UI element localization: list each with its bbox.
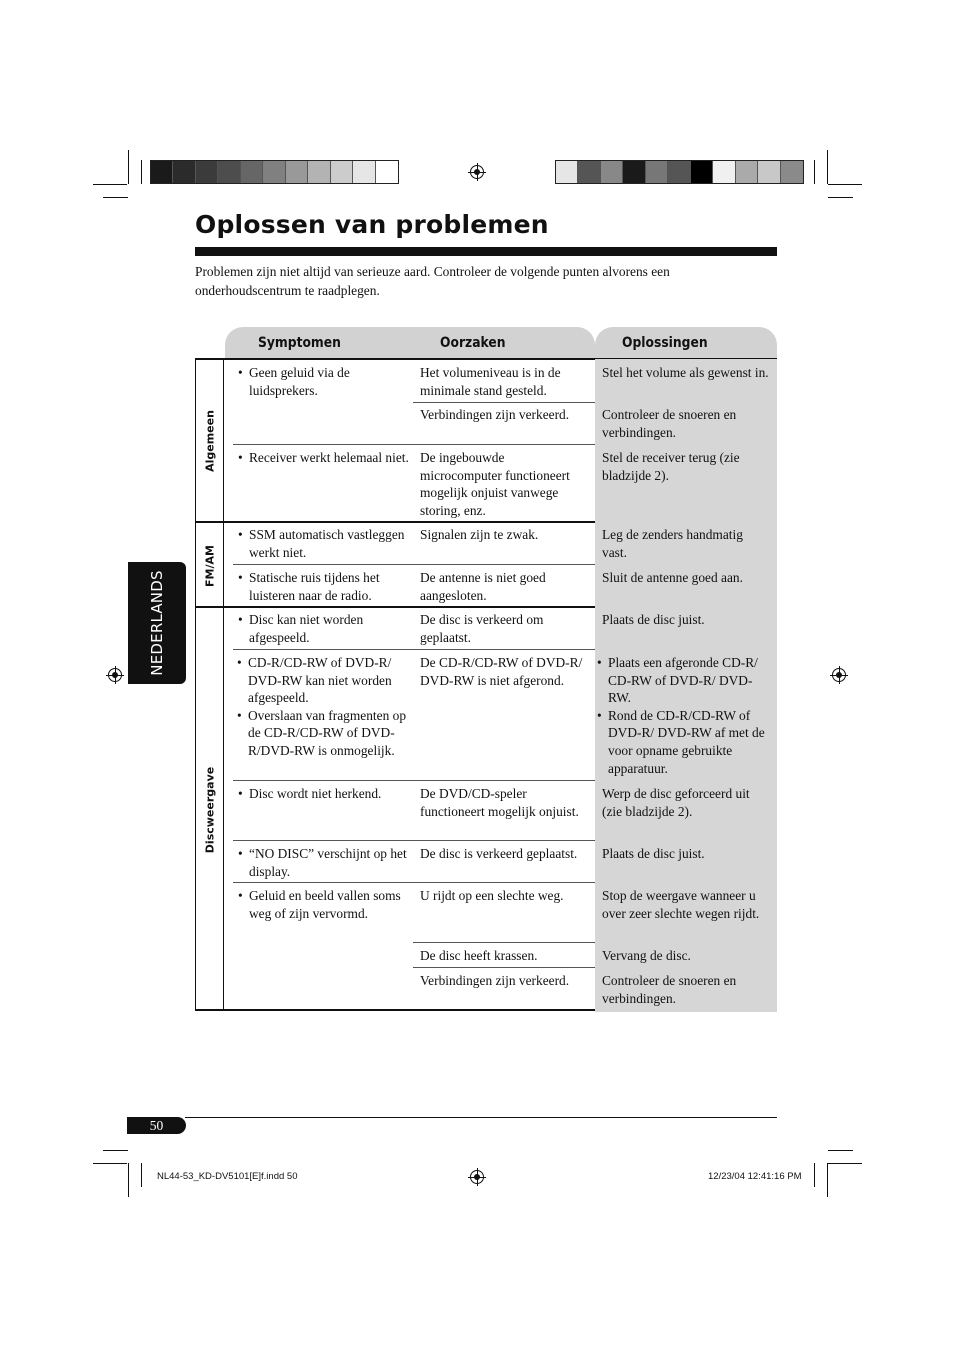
cause-text: Verbindingen zijn verkeerd. xyxy=(420,973,570,988)
color-swatch xyxy=(646,161,668,183)
cause-text: Signalen zijn te zwak. xyxy=(420,527,539,542)
page-title: Oplossen van problemen xyxy=(195,210,549,239)
solution-text: Rond de CD-R/CD-RW of DVD-R/ DVD-RW af met de voor opname gebruikte apparatuur. xyxy=(608,707,765,776)
cause-text: De antenne is niet goed aangesloten. xyxy=(420,570,546,603)
cause-text: U rijdt op een slechte weg. xyxy=(420,888,564,903)
footer-rule xyxy=(185,1117,777,1118)
registration-mark-icon xyxy=(470,1170,484,1184)
solution-text: Plaats de disc juist. xyxy=(595,840,777,868)
header-causes: Oorzaken xyxy=(413,327,595,359)
color-bar-left xyxy=(150,160,399,184)
solution-text: Leg de zenders handmatig vast. xyxy=(595,521,777,566)
solution-text: Vervang de disc. xyxy=(595,942,777,970)
crop-mark xyxy=(103,1150,128,1151)
symptom-text: Geluid en beeld vallen soms weg of zijn vervormd. xyxy=(249,888,401,921)
color-swatch xyxy=(713,161,735,183)
group-label: Discweergave xyxy=(203,766,216,853)
crop-mark xyxy=(827,150,828,184)
language-label: NEDERLANDS xyxy=(148,570,166,676)
crop-mark xyxy=(128,150,129,184)
table-row: • Statische ruis tijdens het luisteren naar de radio. xyxy=(233,569,413,604)
slug-file: NL44-53_KD-DV5101[E]f.indd 50 xyxy=(157,1171,298,1182)
cause-text: De CD-R/CD-RW of DVD-R/ DVD-RW is niet afgerond. xyxy=(420,655,583,688)
cause-text: De DVD/CD-speler functioneert mogelijk onjuist. xyxy=(420,786,579,819)
solution-text: Plaats een afgeronde CD-R/ CD-RW of DVD-R/ DVD-RW. xyxy=(608,655,758,706)
color-swatch xyxy=(781,161,803,183)
crop-mark xyxy=(828,1150,853,1151)
crop-mark xyxy=(827,1163,828,1197)
color-swatch xyxy=(578,161,600,183)
symptom-text: Receiver werkt helemaal niet. xyxy=(249,450,409,465)
color-swatch xyxy=(151,161,173,183)
header-solutions: Oplossingen xyxy=(595,327,777,359)
color-bar-right xyxy=(555,160,804,184)
color-swatch xyxy=(241,161,263,183)
color-swatch xyxy=(736,161,758,183)
table-row: • Disc kan niet worden afgespeeld. xyxy=(233,611,413,646)
color-swatch xyxy=(263,161,285,183)
cause-text: De disc heeft krassen. xyxy=(420,948,538,963)
color-swatch xyxy=(691,161,713,183)
symptom-text: Disc kan niet worden afgespeeld. xyxy=(249,612,364,645)
solution-text: Stel het volume als gewenst in. xyxy=(595,359,777,387)
group-label: FM/AM xyxy=(203,544,216,587)
solution-text: Plaats de disc juist. xyxy=(595,606,777,634)
table-row: • Receiver werkt helemaal niet. xyxy=(238,450,409,465)
table-row: • Geluid en beeld vallen soms weg of zijn vervormd. xyxy=(233,887,413,922)
solution-text: Controleer de snoeren en verbindingen. xyxy=(595,401,777,446)
color-swatch xyxy=(196,161,218,183)
header-symptoms: Symptomen xyxy=(225,327,413,359)
intro-text: Problemen zijn niet altijd van serieuze aard. Controleer de volgende punten alvorens een onderhoudscentrum te raadplegen. xyxy=(195,264,670,298)
color-swatch xyxy=(218,161,240,183)
solution-text: Stel de receiver terug (zie bladzijde 2). xyxy=(595,444,777,489)
cause-text: De disc is verkeerd geplaatst. xyxy=(420,846,578,861)
crop-mark xyxy=(828,184,862,185)
crop-mark xyxy=(93,1163,127,1164)
group-label: Algemeen xyxy=(203,410,216,472)
color-swatch xyxy=(376,161,398,183)
color-swatch xyxy=(623,161,645,183)
symptom-text: SSM automatisch vastleggen werkt niet. xyxy=(249,527,405,560)
symptom-text: Geen geluid via de luidsprekers. xyxy=(249,365,350,398)
solution-text: Sluit de antenne goed aan. xyxy=(595,564,777,592)
registration-mark-icon xyxy=(108,668,122,682)
color-swatch xyxy=(758,161,780,183)
table-row: • Disc wordt niet herkend. xyxy=(238,786,382,801)
cause-text: Verbindingen zijn verkeerd. xyxy=(420,407,570,422)
language-tab xyxy=(128,562,186,684)
table-row: • SSM automatisch vastleggen werkt niet. xyxy=(233,526,413,561)
page-number: 50 xyxy=(127,1117,186,1134)
crop-mark xyxy=(103,197,128,198)
crop-mark xyxy=(814,160,815,184)
registration-mark-icon xyxy=(832,668,846,682)
color-swatch xyxy=(308,161,330,183)
cause-text: Het volumeniveau is in de minimale stand gesteld. xyxy=(420,365,561,398)
crop-mark xyxy=(93,184,127,185)
crop-mark xyxy=(828,1163,862,1164)
color-swatch xyxy=(331,161,353,183)
table-row: • “NO DISC” verschijnt op het display. xyxy=(233,845,413,880)
symptom-text: “NO DISC” verschijnt op het display. xyxy=(249,846,407,879)
color-swatch xyxy=(668,161,690,183)
symptom-text: Overslaan van fragmenten op de CD-R/CD-RW of DVD-R/DVD-RW is onmogelijk. xyxy=(248,707,407,758)
crop-mark xyxy=(141,1163,142,1187)
slug-timestamp: 12/23/04 12:41:16 PM xyxy=(708,1171,802,1182)
solution-text: Controleer de snoeren en verbindingen. xyxy=(595,967,777,1012)
crop-mark xyxy=(141,160,142,184)
color-swatch xyxy=(556,161,578,183)
color-swatch xyxy=(286,161,308,183)
color-swatch xyxy=(173,161,195,183)
cause-text: De disc is verkeerd om geplaatst. xyxy=(420,612,544,645)
symptom-text: CD-R/CD-RW of DVD-R/ DVD-RW kan niet worden afgespeeld. xyxy=(248,655,392,706)
table-row: • CD-R/CD-RW of DVD-R/ DVD-RW kan niet worden afgespeeld. • Overslaan van fragmenten op de CD-R/CD-RW of DVD-R/DVD-RW is onmogelijk. xyxy=(233,654,409,760)
cause-text: De ingebouwde microcomputer functioneert mogelijk onjuist vanwege storing, enz. xyxy=(420,450,570,518)
crop-mark xyxy=(128,1163,129,1197)
solution-text: Werp de disc geforceerd uit (zie bladzijde 2). xyxy=(595,780,777,825)
table-row: • Geen geluid via de luidsprekers. xyxy=(233,364,413,399)
registration-mark-icon xyxy=(470,165,484,179)
solution-text: Stop de weergave wanneer u over zeer slechte wegen rijdt. xyxy=(595,882,777,927)
title-rule xyxy=(195,247,777,256)
crop-mark xyxy=(828,197,853,198)
color-swatch xyxy=(601,161,623,183)
symptom-text: Statische ruis tijdens het luisteren naar de radio. xyxy=(249,570,380,603)
color-swatch xyxy=(353,161,375,183)
symptom-text: Disc wordt niet herkend. xyxy=(249,786,382,801)
crop-mark xyxy=(814,1163,815,1187)
